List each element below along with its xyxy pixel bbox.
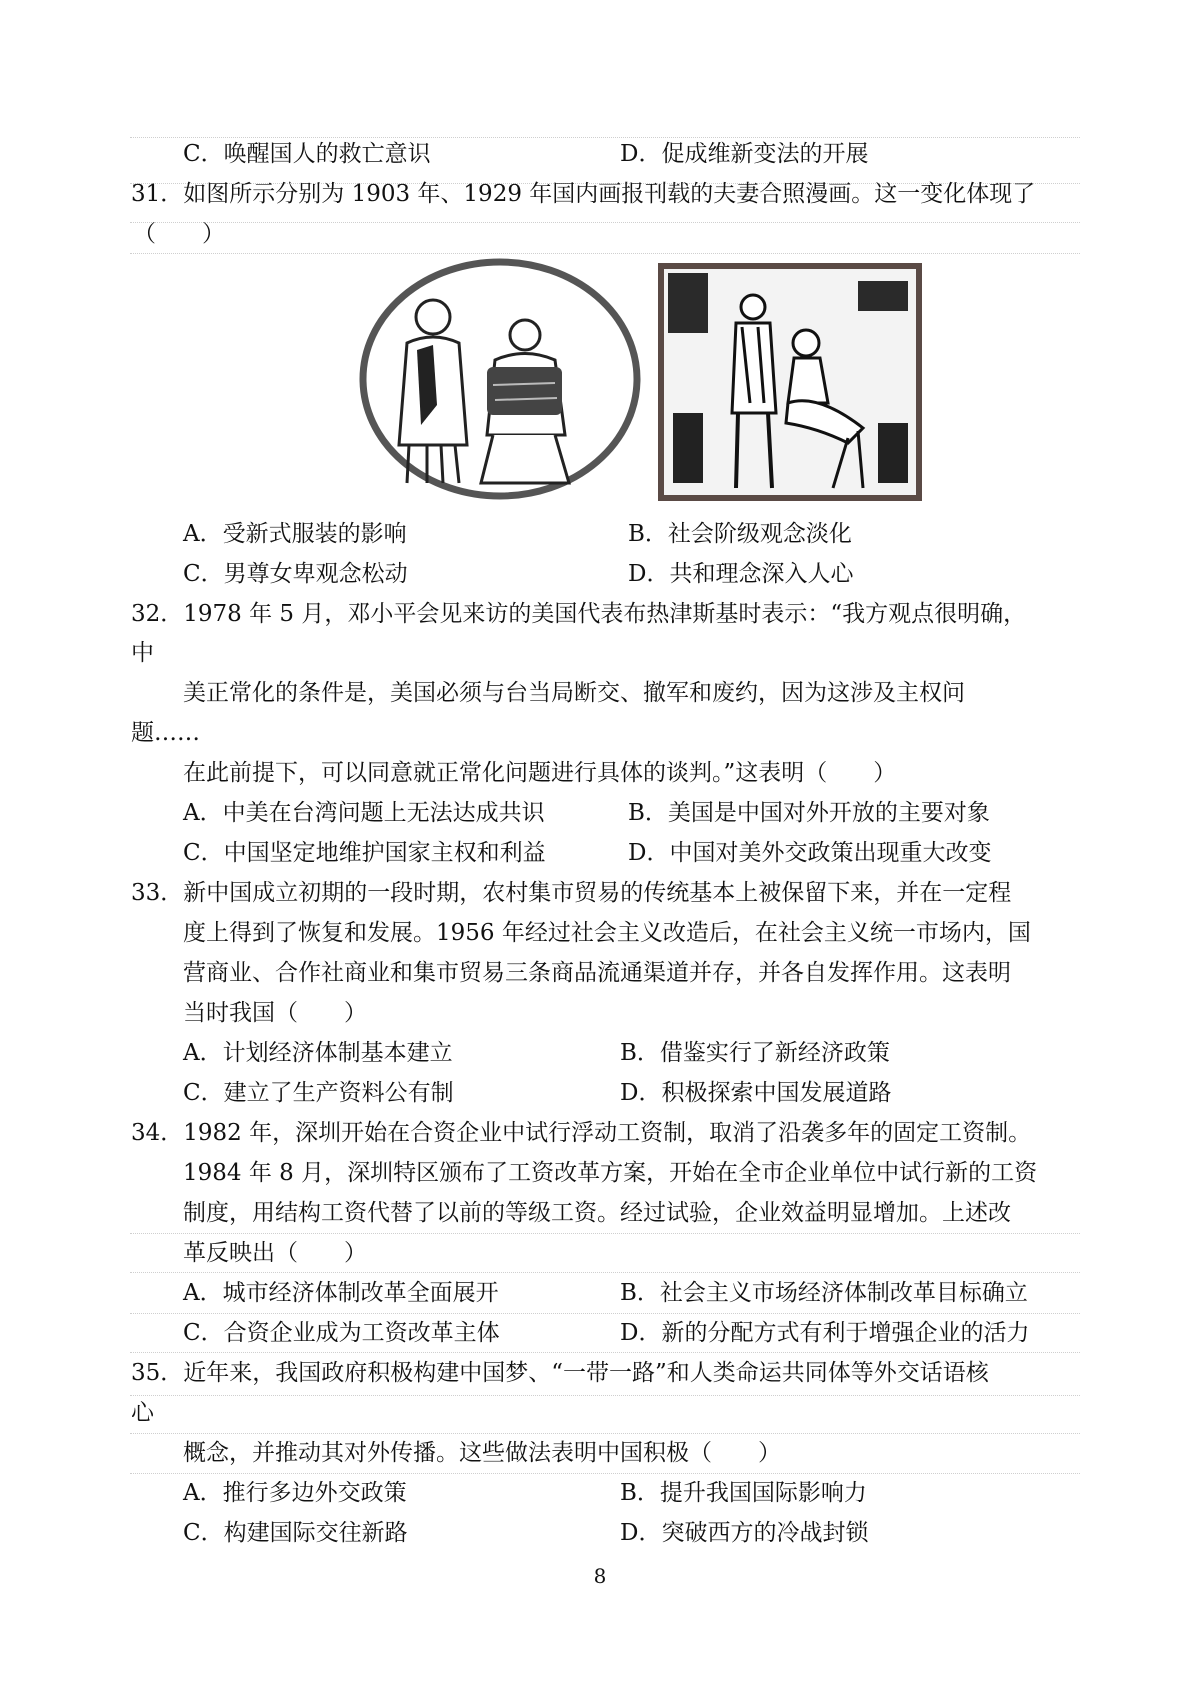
q35-option-c: C．构建国际交往新路 <box>183 1520 408 1546</box>
q34-option-a: A．城市经济体制改革全面展开 <box>183 1280 499 1306</box>
q32-stem-line2-wrap: 题…… <box>131 720 200 746</box>
q34-option-d: D．新的分配方式有利于增强企业的活力 <box>620 1320 1030 1346</box>
q31-option-b: B．社会阶级观念淡化 <box>628 521 852 547</box>
q32-option-a: A．中美在台湾问题上无法达成共识 <box>183 800 545 826</box>
q35-option-b: B．提升我国国际影响力 <box>620 1480 867 1506</box>
q32-stem-line1-wrap: 中 <box>131 640 154 666</box>
q32-stem-line3: 在此前提下，可以同意就正常化问题进行具体的谈判。”这表明（ ） <box>183 760 897 786</box>
q31-answer-paren: （ ） <box>133 221 225 247</box>
q34-stem-line3: 制度，用结构工资代替了以前的等级工资。经过试验，企业效益明显增加。上述改 <box>183 1200 1011 1226</box>
q33-stem-line1: 33．新中国成立初期的一段时期，农村集市贸易的传统基本上被保留下来，并在一定程 <box>131 880 1012 906</box>
q34-option-c: C．合资企业成为工资改革主体 <box>183 1320 500 1346</box>
q33-option-c: C．建立了生产资料公有制 <box>183 1080 454 1106</box>
q33-option-b: B．借鉴实行了新经济政策 <box>620 1040 890 1066</box>
q33-stem-line2: 度上得到了恢复和发展。1956 年经过社会主义改造后，在社会主义统一市场内，国 <box>183 920 1031 946</box>
q35-stem-line1: 35．近年来，我国政府积极构建中国梦、“一带一路”和人类命运共同体等外交话语核 <box>131 1360 989 1386</box>
q33-stem-line4: 当时我国（ ） <box>183 1000 367 1026</box>
q32-option-c: C．中国坚定地维护国家主权和利益 <box>183 840 546 866</box>
q33-option-d: D．积极探索中国发展道路 <box>620 1080 892 1106</box>
q31-stem: 31．如图所示分别为 1903 年、1929 年国内画报刊载的夫妻合照漫画。这一变化体现了 <box>131 181 1036 207</box>
q30-option-d: D．促成维新变法的开展 <box>620 141 869 167</box>
q34-stem-line2: 1984 年 8 月，深圳特区颁布了工资改革方案，开始在全市企业单位中试行新的工资 <box>183 1160 1038 1186</box>
q31-option-a: A．受新式服装的影响 <box>183 521 407 547</box>
page-number: 8 <box>593 1564 607 1588</box>
q34-stem-line4: 革反映出（ ） <box>183 1240 367 1266</box>
q32-option-b: B．美国是中国对外开放的主要对象 <box>628 800 990 826</box>
q31-option-c: C．男尊女卑观念松动 <box>183 561 408 587</box>
q35-option-a: A．推行多边外交政策 <box>183 1480 407 1506</box>
cartoon-1903-couple <box>355 255 645 505</box>
q33-option-a: A．计划经济体制基本建立 <box>183 1040 453 1066</box>
q32-stem-line2: 美正常化的条件是，美国必须与台当局断交、撤军和废约，因为这涉及主权问 <box>183 680 965 706</box>
q32-option-d: D．中国对美外交政策出现重大改变 <box>628 840 992 866</box>
q33-stem-line3: 营商业、合作社商业和集市贸易三条商品流通渠道并存，并各自发挥作用。这表明 <box>183 960 1011 986</box>
q31-option-d: D．共和理念深入人心 <box>628 561 854 587</box>
q35-stem-line1-wrap: 心 <box>131 1400 154 1426</box>
q34-option-b: B．社会主义市场经济体制改革目标确立 <box>620 1280 1028 1306</box>
cartoon-1929-couple <box>658 263 922 501</box>
q35-option-d: D．突破西方的冷战封锁 <box>620 1520 869 1546</box>
q32-stem-line1: 32．1978 年 5 月，邓小平会见来访的美国代表布热津斯基时表示：“我方观点很明确， <box>131 601 1027 627</box>
q30-option-c: C．唤醒国人的救亡意识 <box>183 141 431 167</box>
q34-stem-line1: 34．1982 年，深圳开始在合资企业中试行浮动工资制，取消了沿袭多年的固定工资制。 <box>131 1120 1032 1146</box>
q35-stem-line2: 概念，并推动其对外传播。这些做法表明中国积极（ ） <box>183 1440 781 1466</box>
